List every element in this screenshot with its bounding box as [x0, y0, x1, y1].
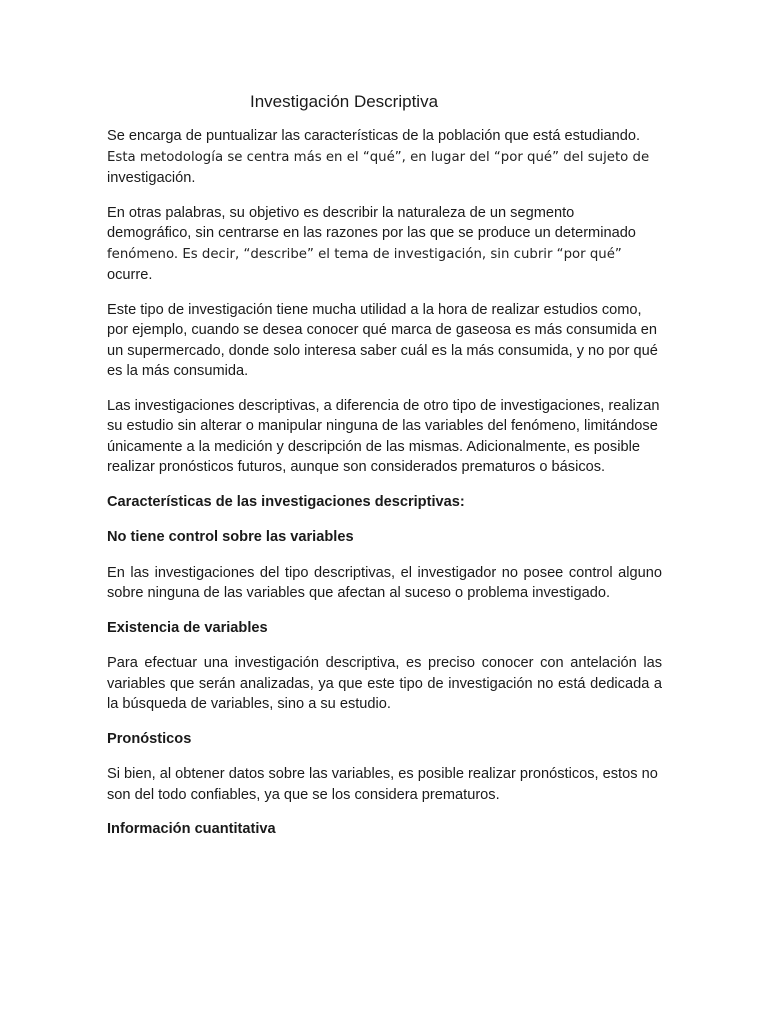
paragraph-intro-line-2: Esta metodología se centra más en el “qué”, en lugar del “por qué” del sujeto de: [107, 149, 650, 165]
paragraph-pronosticos: Si bien, al obtener datos sobre las variables, es posible realizar pronósticos, estos no son del todo confiables, ya que se los considera prematuros.: [107, 766, 658, 803]
heading-existencia-variables: Existencia de variables: [107, 619, 268, 636]
document-title: Investigación Descriptiva: [250, 92, 439, 111]
paragraph-otras-palabras-part-3: ocurre.: [107, 267, 153, 283]
paragraph-intro: [107, 126, 662, 189]
document-body: [107, 126, 662, 840]
heading-no-control: No tiene control sobre las variables: [107, 529, 354, 545]
paragraph-otras-palabras-part-2: fenómeno. Es decir, “describe” el tema de investigación, sin cubrir “por qué”: [107, 246, 622, 262]
paragraph-existencia-variables: Para efectuar una investigación descriptiva, es preciso conocer con antelación las variables que serán analizadas, ya que este tipo de investigación no está dedicada a la búsqueda de variables, sino a su estudio.: [107, 655, 662, 712]
paragraph-intro-line-3: investigación.: [107, 170, 196, 186]
paragraph-intro-line-1: Se encarga de puntualizar las características de la población que está estudiando.: [107, 128, 641, 144]
paragraph-no-control: En las investigaciones del tipo descriptivas, el investigador no posee control alguno sobre ninguna de las variables que afectan al suceso o problema investigado.: [107, 564, 662, 601]
paragraph-utilidad: Este tipo de investigación tiene mucha utilidad a la hora de realizar estudios como, por ejemplo, cuando se desea conocer qué marca de gaseosa es más consumida en un supermercado, donde solo interesa saber cuál es la más consumida, y no por qué es la más consumida.: [107, 301, 658, 379]
paragraph-otras-palabras: [107, 203, 662, 286]
heading-pronosticos: Pronósticos: [107, 730, 192, 747]
heading-informacion-cuantitativa: Información cuantitativa: [107, 821, 276, 837]
heading-caracteristicas: Características de las investigaciones descriptivas:: [107, 493, 465, 510]
paragraph-diferencia: Las investigaciones descriptivas, a diferencia de otro tipo de investigaciones, realizan su estudio sin alterar o manipular ninguna de las variables del fenómeno, limitándose únicamente a la medición y descripción de las mismas. Adicionalmente, es posible realizar pronósticos futuros, aunque son considerados prematuros o básicos.: [107, 397, 660, 475]
paragraph-otras-palabras-part-1: En otras palabras, su objetivo es describir la naturaleza de un segmento demográfico, sin centrarse en las razones por las que se produce un determinado: [107, 204, 636, 241]
